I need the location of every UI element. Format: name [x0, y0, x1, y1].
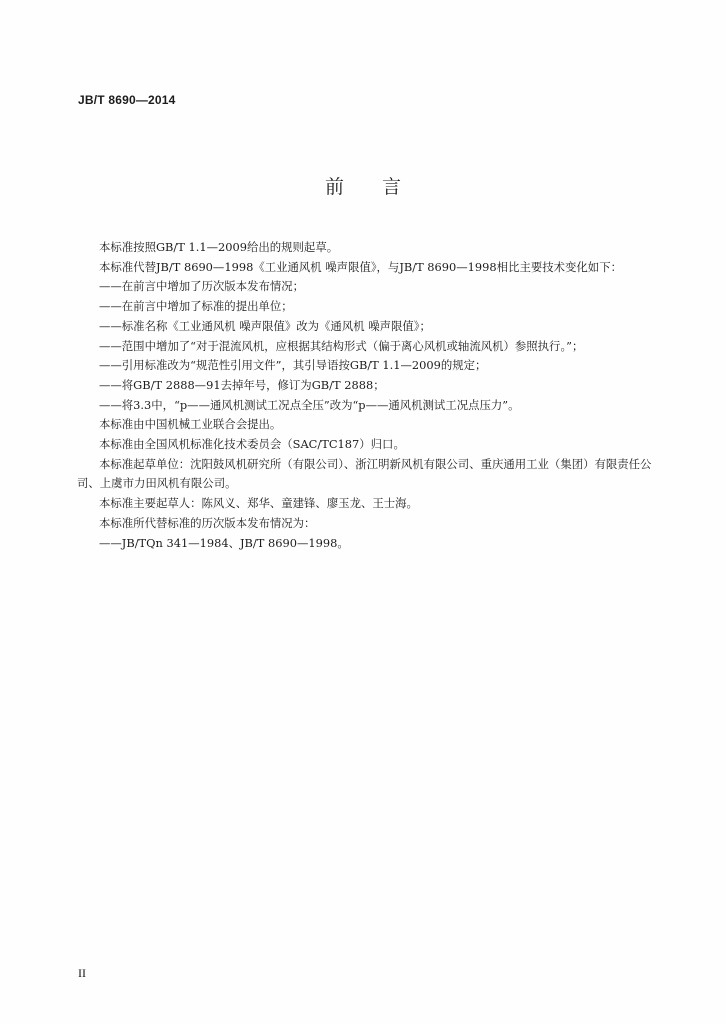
change-item-7: ——将3.3中，“p——通风机测试工况点全压”改为“p——通风机测试工况点压力”。 — [99, 397, 520, 412]
page-title: 前言 — [324, 176, 439, 198]
change-item-5: ——引用标准改为“规范性引用文件”，其引导语按GB/T 1.1—2009的规定； — [99, 358, 487, 373]
change-item-4: ——范围中增加了“对于混流风机，应根据其结构形式（偏于离心风机或轴流风机）参照执行。”； — [99, 338, 584, 353]
change-item-6: ——将GB/T 2888—91去掉年号，修订为GB/T 2888； — [99, 377, 385, 392]
paragraph-drafters: 本标准主要起草人：陈风义、郑华、童建锋、廖玉龙、王士海。 — [99, 496, 418, 511]
page-number: II — [78, 966, 86, 980]
paragraph-proposer: 本标准由中国机械工业联合会提出。 — [99, 417, 282, 432]
change-item-3: ——标准名称《工业通风机 噪声限值》改为《通风机 噪声限值》； — [99, 318, 431, 333]
foreword-body — [77, 238, 657, 553]
change-item-2: ——在前言中增加了标准的提出单位； — [99, 299, 293, 314]
history-item: ——JB/TQn 341—1984、JB/T 8690—1998。 — [99, 535, 349, 550]
paragraph-drafting-units: 本标准起草单位：沈阳鼓风机研究所（有限公司）、浙江明新风机有限公司、重庆通用工业（集团）有限责任公司、上虞市力田风机有限公司。 — [77, 456, 652, 491]
paragraph-technical-committee: 本标准由全国风机标准化技术委员会（SAC/TC187）归口。 — [99, 437, 405, 452]
change-item-1: ——在前言中增加了历次版本发布情况； — [99, 279, 305, 294]
paragraph-drafting-rules: 本标准按照GB/T 1.1—2009给出的规则起草。 — [99, 240, 339, 254]
paragraph-history-intro: 本标准所代替标准的历次版本发布情况为： — [99, 515, 316, 530]
standard-code: JB/T 8690—2014 — [78, 93, 176, 107]
paragraph-replacement: 本标准代替JB/T 8690—1998《工业通风机 噪声限值》，与JB/T 8690—1998相比主要技术变化如下： — [99, 259, 622, 274]
